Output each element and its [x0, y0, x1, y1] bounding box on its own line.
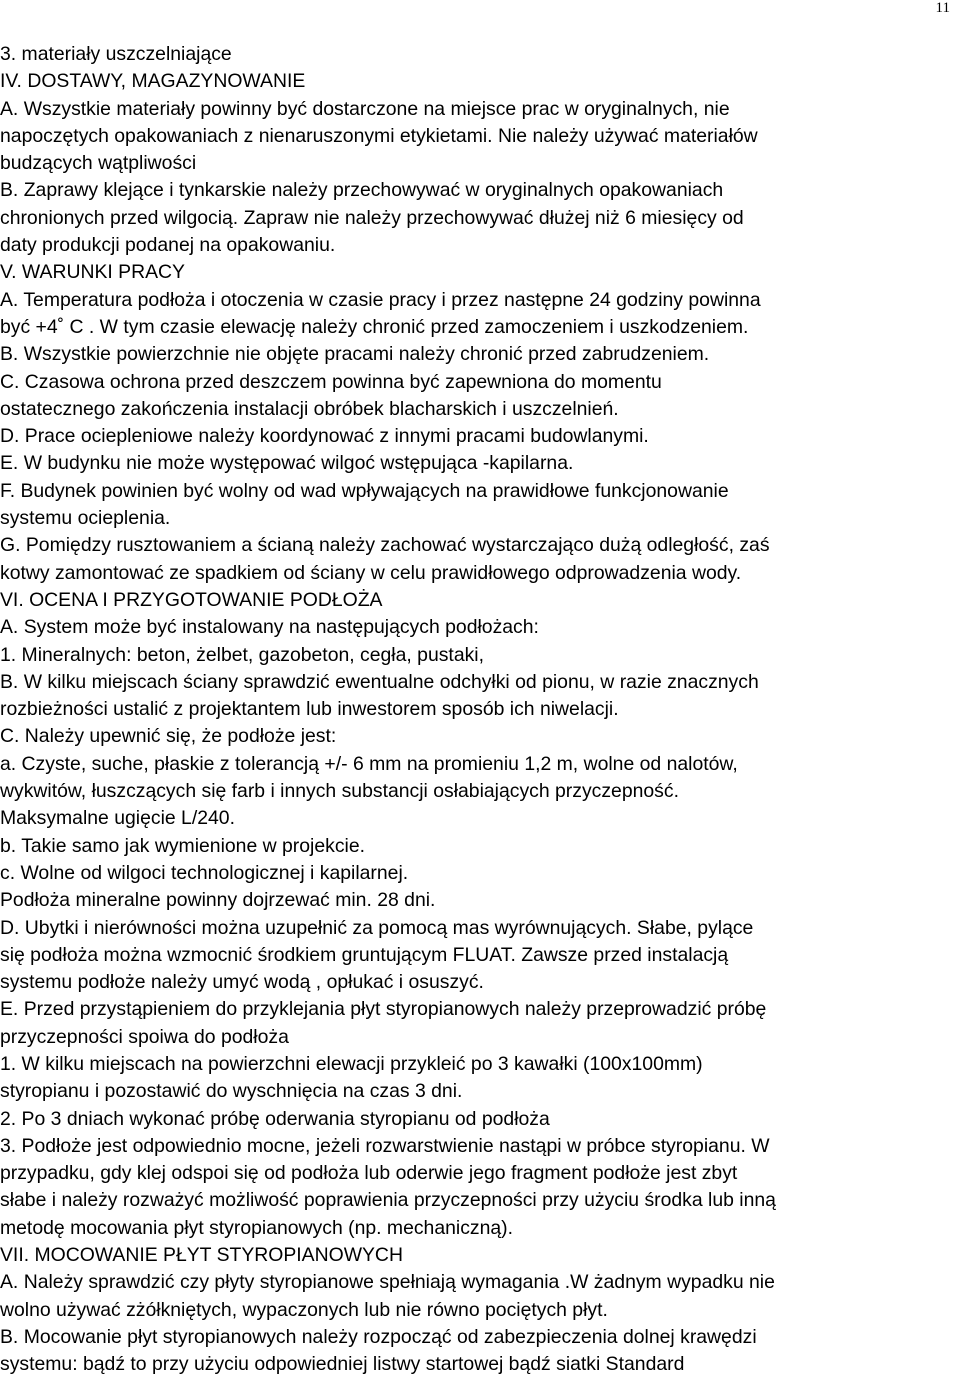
text-line: B. Mocowanie płyt styropianowych należy rozpocząć od zabezpieczenia dolnej krawędzi [0, 1325, 757, 1348]
text-line: b. Takie samo jak wymienione w projekcie. [0, 834, 365, 857]
text-line: V. WARUNKI PRACY [0, 261, 185, 284]
text-line: systemu ocieplenia. [0, 507, 171, 530]
text-line: daty produkcji podanej na opakowaniu. [0, 234, 336, 257]
text-line: A. System może być instalowany na następujących podłożach: [0, 616, 539, 639]
text-line: 3. materiały uszczelniające [0, 43, 232, 65]
text-line: 3. Podłoże jest odpowiednio mocne, jeżeli rozwarstwienie nastąpi w próbce styropianu. W [0, 1134, 770, 1157]
text-line: być +4˚ C . W tym czasie elewację należy chronić przed zamoczeniem i uszkodzeniem. [0, 315, 749, 338]
text-line: 2. Po 3 dniach wykonać próbę oderwania styropianu od podłoża [0, 1107, 550, 1130]
text-line: rozbieżności ustalić z projektantem lub inwestorem sposób ich niwelacji. [0, 698, 619, 721]
text-line: przyczepności spoiwa do podłoża [0, 1025, 289, 1048]
text-line: A. Należy sprawdzić czy płyty styropianowe spełniają wymagania .W żadnym wypadku nie [0, 1271, 775, 1294]
text-line: metodę mocowania płyt styropianowych (np. mechaniczną). [0, 1216, 514, 1239]
text-line: VII. MOCOWANIE PŁYT STYROPIANOWYCH [0, 1244, 403, 1267]
text-line: słabe i należy rozważyć możliwość poprawienia przyczepności przy użyciu środka lub inną [0, 1189, 776, 1212]
text-line: E. Przed przystąpieniem do przyklejania płyt styropianowych należy przeprowadzić próbę [0, 998, 767, 1021]
text-line: styropianu i pozostawić do wyschnięcia na czas 3 dni. [0, 1080, 463, 1103]
text-line: C. Należy upewnić się, że podłoże jest: [0, 725, 337, 748]
text-line: systemu podłoże należy umyć wodą , opłukać i osuszyć. [0, 971, 484, 994]
text-line: wolno używać zżółkniętych, wypaczonych lub nie równo pociętych płyt. [0, 1298, 608, 1321]
text-line: przypadku, gdy klej odspoi się od podłoża lub oderwie jego fragment podłoże jest zbyt [0, 1162, 738, 1185]
text-line: się podłoża można wzmocnić środkiem gruntującym FLUAT. Zawsze przed instalacją [0, 943, 729, 966]
text-line: D. Ubytki i nierówności można uzupełnić za pomocą mas wyrównujących. Słabe, pylące [0, 916, 754, 939]
text-line: 1. W kilku miejscach na powierzchni elewacji przykleić po 3 kawałki (100x100mm) [0, 1052, 703, 1075]
text-line: a. Czyste, suche, płaskie z tolerancją +/- 6 mm na promieniu 1,2 m, wolne od nalotów, [0, 752, 738, 775]
text-line: Maksymalne ugięcie L/240. [0, 807, 235, 830]
text-line: napoczętych opakowaniach z nienaruszonymi etykietami. Nie należy używać materiałów [0, 124, 758, 147]
text-line: kotwy zamontować ze spadkiem od ściany w celu prawidłowego odprowadzenia wody. [0, 561, 742, 584]
text-line: C. Czasowa ochrona przed deszczem powinna być zapewniona do momentu [0, 370, 662, 393]
text-line: F. Budynek powinien być wolny od wad wpływających na prawidłowe funkcjonowanie [0, 479, 729, 502]
text-line: 1. Mineralnych: beton, żelbet, gazobeton, cegła, pustaki, [0, 643, 484, 666]
text-line: wykwitów, łuszczących się farb i innych substancji osłabiających przyczepność. [0, 780, 679, 803]
text-line: Podłoża mineralne powinny dojrzewać min. 28 dni. [0, 889, 436, 912]
text-line: A. Temperatura podłoża i otoczenia w czasie pracy i przez następne 24 godziny powinna [0, 288, 761, 311]
text-line: systemu: bądź to przy użyciu odpowiedniej listwy startowej bądź siatki Standard [0, 1353, 685, 1376]
text-line: B. Zaprawy klejące i tynkarskie należy przechowywać w oryginalnych opakowaniach [0, 179, 724, 202]
text-line: B. Wszystkie powierzchnie nie objęte pracami należy chronić przed zabrudzeniem. [0, 343, 710, 366]
page-number: 11 [935, 0, 950, 16]
text-line: c. Wolne od wilgoci technologicznej i kapilarnej. [0, 861, 409, 884]
text-line: E. W budynku nie może występować wilgoć wstępująca -kapilarna. [0, 452, 574, 475]
text-line: budzących wątpliwości [0, 152, 197, 175]
text-line: chronionych przed wilgocią. Zapraw nie należy przechowywać dłużej niż 6 miesięcy od [0, 206, 744, 229]
text-line: VI. OCENA I PRZYGOTOWANIE PODŁOŻA [0, 588, 383, 611]
text-line: A. Wszystkie materiały powinny być dostarczone na miejsce prac w oryginalnych, nie [0, 97, 730, 120]
text-line: D. Prace ociepleniowe należy koordynować z innymi pracami budowlanymi. [0, 425, 649, 448]
document-body [0, 41, 958, 1379]
text-line: IV. DOSTAWY, MAGAZYNOWANIE [0, 70, 306, 93]
text-line: ostatecznego zakończenia instalacji obróbek blacharskich i uszczelnień. [0, 397, 619, 420]
text-line: G. Pomiędzy rusztowaniem a ścianą należy zachować wystarczająco dużą odległość, zaś [0, 534, 770, 557]
text-line: B. W kilku miejscach ściany sprawdzić ewentualne odchyłki od pionu, w razie znacznych [0, 670, 759, 693]
